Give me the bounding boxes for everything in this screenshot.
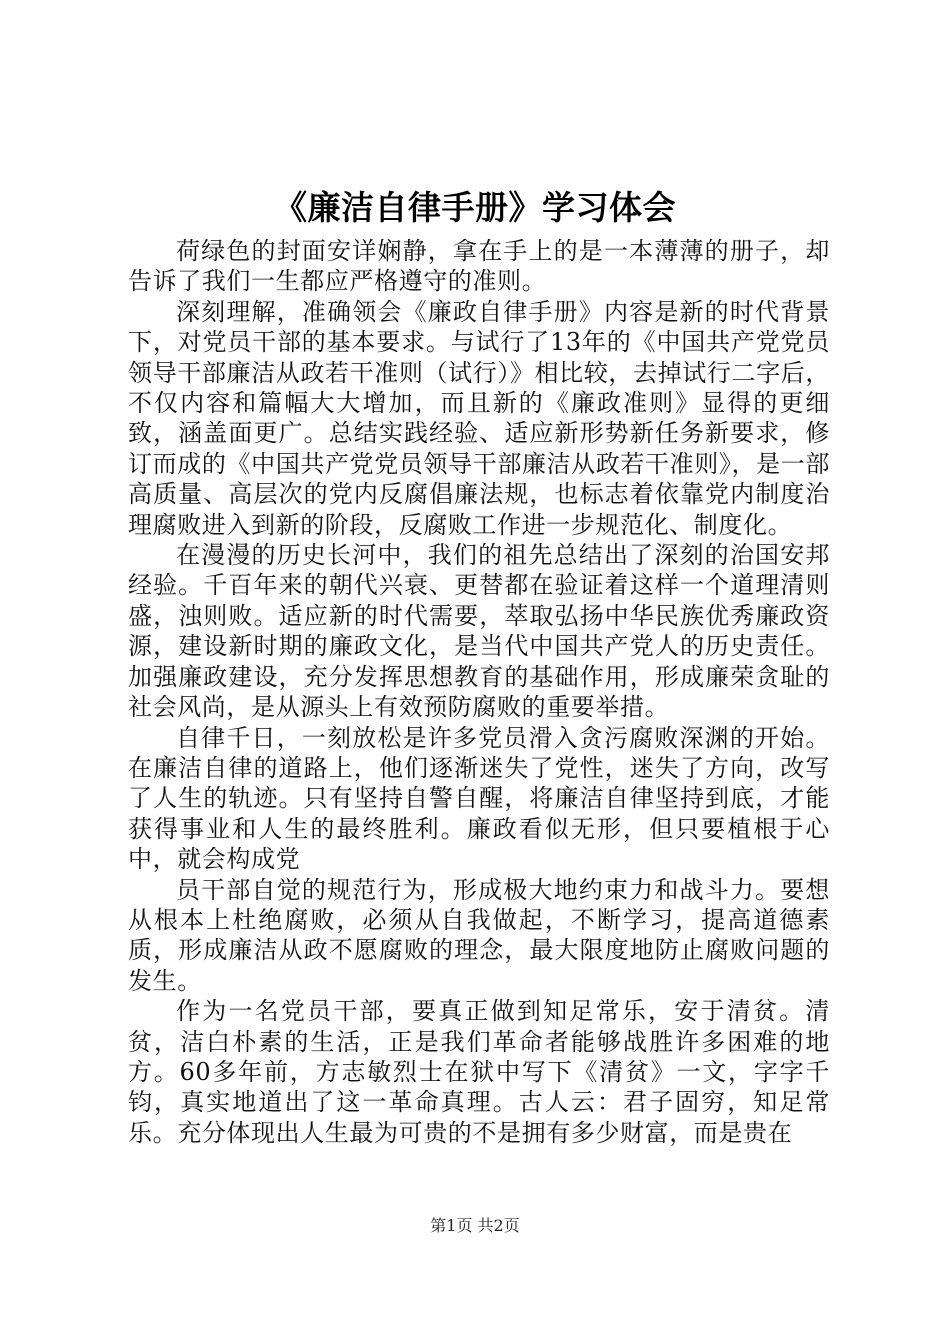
paragraph: 作为一名党员干部，要真正做到知足常乐，安于清贫。清贫，洁白朴素的生活，正是我们革命者能够战胜许多困难的地方。60多年前，方志敏烈士在狱中写下《清贫》一文，字字千钧，真实地道出了这一革命真理。古人云：君子固穷，知足常乐。充分体现出人生最为可贵的不是拥有多少财富，而是贵在 [128, 997, 830, 1147]
document-title: 《廉洁自律手册》学习体会 [274, 188, 676, 227]
paragraph: 自律千日，一刻放松是许多党员滑入贪污腐败深渊的开始。在廉洁自律的道路上，他们逐渐迷失了党性，迷失了方向，改写了人生的轨迹。只有坚持自警自醒，将廉洁自律坚持到底，才能获得事业和人生的最终胜利。廉政看似无形，但只要植根于心中，就会构成党 [128, 723, 830, 874]
paragraph: 在漫漫的历史长河中，我们的祖先总结出了深刻的治国安邦经验。千百年来的朝代兴衰、更替都在验证着这样一个道理清则盛，浊则败。适应新的时代需要，萃取弘扬中华民族优秀廉政资源，建设新时期的廉政文化，是当代中国共产党人的历史责任。加强廉政建设，充分发挥思想教育的基础作用，形成廉荣贪耻的社会风尚，是从源头上有效预防腐败的重要举措。 [128, 541, 830, 722]
paragraph: 员干部自觉的规范行为，形成极大地约束力和战斗力。要想从根本上杜绝腐败，必须从自我做起，不断学习，提高道德素质，形成廉洁从政不愿腐败的理念，最大限度地防止腐败问题的发生。 [128, 875, 830, 995]
paragraph: 荷绿色的封面安详娴静，拿在手上的是一本薄薄的册子，却告诉了我们一生都应严格遵守的准则。 [128, 237, 830, 296]
paragraph: 深刻理解，准确领会《廉政自律手册》内容是新的时代背景下，对党员干部的基本要求。与试行了13年的《中国共产党党员领导干部廉洁从政若干准则（试行）》相比较，去掉试行二字后，不仅内容和篇幅大大增加，而且新的《廉政准则》显得的更细致，涵盖面更广。总结实践经验、适应新形势新任务新要求，修订而成的《中国共产党党员领导干部廉洁从政若干准则》，是一部高质量、高层次的党内反腐倡廉法规，也标志着依靠党内制度治理腐败进入到新的阶段，反腐败工作进一步规范化、制度化。 [128, 297, 830, 539]
page-number-footer: 第1页 共2页 [430, 1216, 520, 1235]
document-body [128, 236, 830, 1148]
